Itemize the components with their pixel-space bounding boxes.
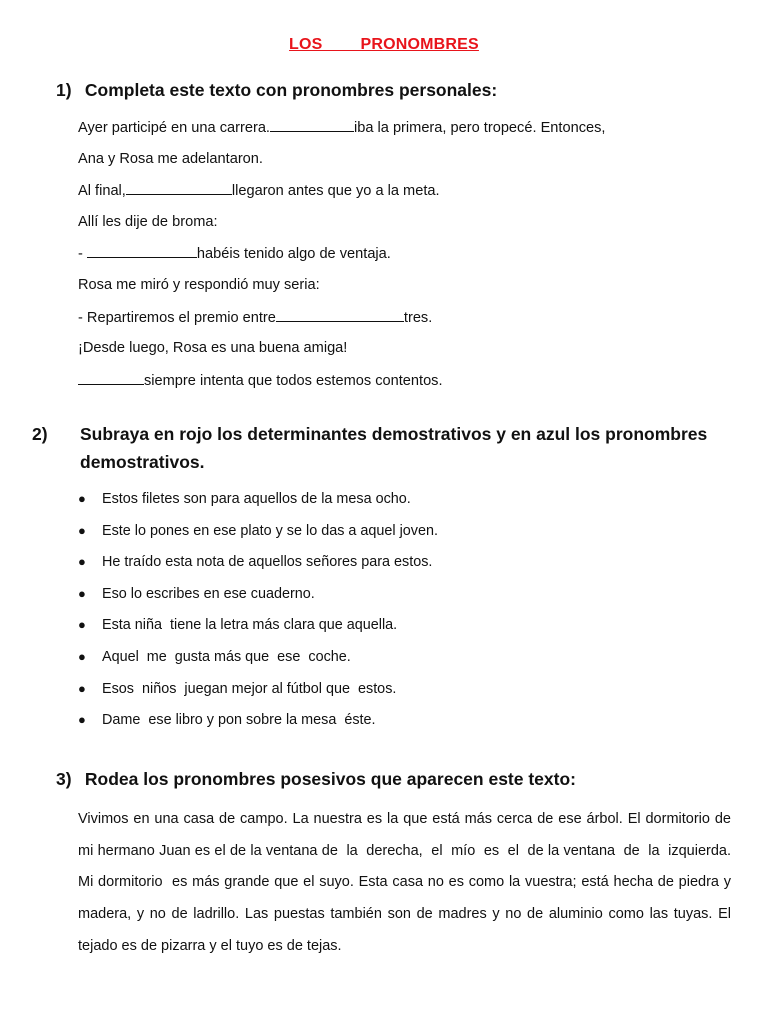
bullet-icon: ● <box>78 522 86 538</box>
list-item <box>78 613 738 645</box>
sentence-list <box>78 487 738 740</box>
text-line <box>78 273 748 305</box>
bullet-icon: ● <box>78 680 86 696</box>
bullet-icon: ● <box>78 554 86 570</box>
section-1-title: Completa este texto con pronombres personales: <box>84 80 498 100</box>
line-text: siempre intenta que todos estemos contentos. <box>144 372 443 389</box>
text-line <box>78 210 748 242</box>
list-item-text: Eso lo escribes en ese cuaderno. <box>102 585 315 602</box>
line-text: llegaron antes que yo a la meta. <box>231 183 440 200</box>
line-text: ¡Desde luego, Rosa es una buena amiga! <box>78 340 348 357</box>
list-item-text: Esta niña tiene la letra más clara que aquella. <box>102 617 398 634</box>
text-line <box>78 336 748 368</box>
bullet-icon: ● <box>78 585 86 601</box>
line-text: iba la primera, pero tropecé. Entonces, <box>354 120 606 136</box>
section-2-title: Subraya en rojo los determinantes demostrativos y en azul los pronombres demostrativos. <box>80 424 708 472</box>
list-item-text: Este lo pones en ese plato y se lo das a aquel joven. <box>102 522 439 539</box>
blank-line[interactable] <box>126 178 232 195</box>
section-1-text <box>78 115 748 399</box>
list-item-text: Dame ese libro y pon sobre la mesa éste. <box>102 712 376 729</box>
list-item-text: Aquel me gusta más que ese coche. <box>102 648 351 665</box>
list-item <box>78 582 738 614</box>
section-1-number: 1) <box>56 80 72 100</box>
bullet-icon: ● <box>78 491 86 506</box>
line-text: Ayer participé en una carrera. <box>78 120 270 136</box>
text-line <box>78 241 748 273</box>
section-3-heading <box>56 765 746 793</box>
blank-line[interactable] <box>270 115 354 132</box>
line-text: Allí les dije de broma: <box>78 213 218 230</box>
list-item <box>78 645 738 677</box>
line-text: tres. <box>403 309 433 326</box>
section-3-paragraph: Vivimos en una casa de campo. La nuestra es la que está más cerca de ese árbol. El dormitorio de mi hermano Juan es el de la ventana de la derecha, el mío es el de la ventana de la izquierda. Mi dormitorio es más grande que el suyo. Esta casa no es como la vuestra; está hecha de piedra y madera, y no de ladrillo. Las puestas también son de madres y no de aluminio como las tuyas. El tejado es de pizarra y el tuyo es de tejas. <box>78 811 740 954</box>
line-text: - Repartiremos el premio entre <box>78 309 276 326</box>
list-item <box>78 677 738 709</box>
text-line <box>78 178 748 210</box>
section-1-heading <box>56 76 746 104</box>
text-line <box>78 368 748 400</box>
list-item-text: Estos filetes son para aquellos de la mesa ocho. <box>102 491 411 507</box>
list-item-text: Esos niños juegan mejor al fútbol que estos. <box>102 680 397 697</box>
text-line <box>78 305 748 337</box>
list-item <box>78 519 738 551</box>
blank-line[interactable] <box>87 241 197 258</box>
list-item-text: He traído esta nota de aquellos señores para estos. <box>102 554 433 571</box>
list-item <box>78 708 738 740</box>
page-title: LOS PRONOMBRES <box>289 36 479 53</box>
text-line <box>78 115 748 147</box>
line-text: Ana y Rosa me adelantaron. <box>78 150 263 167</box>
section-3-title: Rodea los pronombres posesivos que aparecen este texto: <box>84 769 576 789</box>
line-text: habéis tenido algo de ventaja. <box>196 246 391 263</box>
text-line <box>78 147 748 179</box>
blank-line[interactable] <box>276 305 404 322</box>
section-2-heading <box>32 420 746 476</box>
section-2-number: 2) <box>32 424 48 444</box>
blank-line[interactable] <box>78 368 144 385</box>
bullet-icon: ● <box>78 648 86 664</box>
line-text: Rosa me miró y respondió muy seria: <box>78 276 320 293</box>
bullet-icon: ● <box>78 712 86 728</box>
section-3-number: 3) <box>56 769 72 789</box>
list-item <box>78 487 738 519</box>
bullet-icon: ● <box>78 617 86 633</box>
line-text: Al final, <box>78 183 126 200</box>
line-text: - <box>78 246 87 263</box>
list-item <box>78 550 738 582</box>
